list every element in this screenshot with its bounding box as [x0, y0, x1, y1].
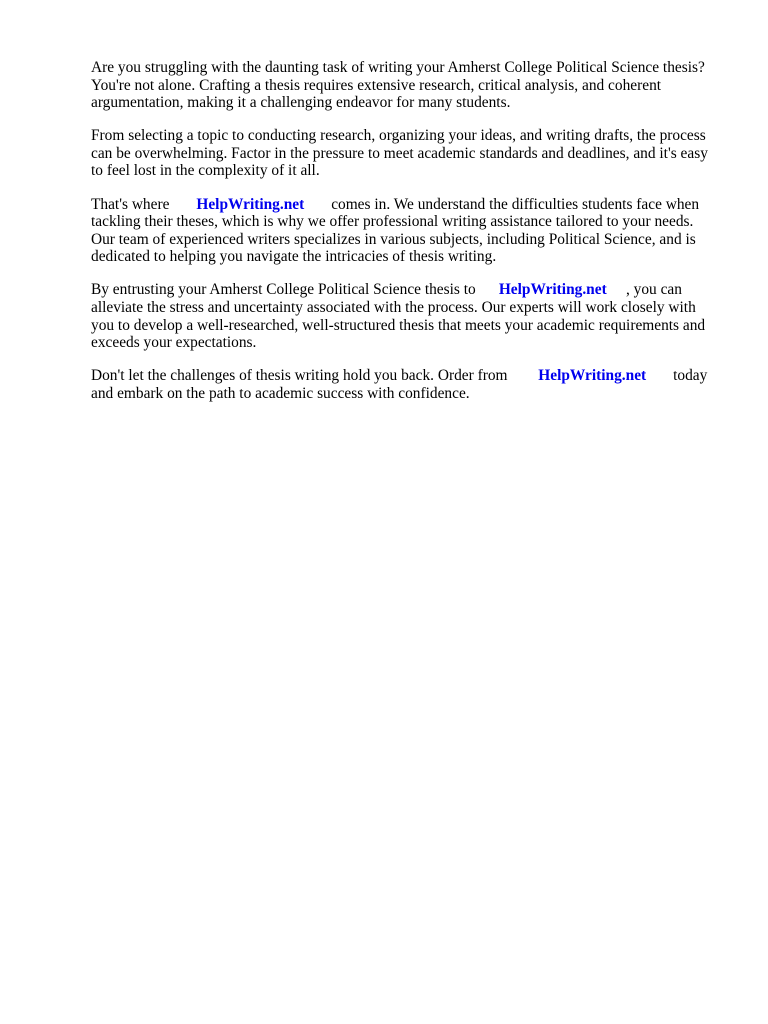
document-body [91, 59, 721, 418]
paragraph-order [91, 367, 721, 402]
paragraph-text-after: , you can alleviate the stress and uncertainty associated with the process. Our experts will work closely with you to develop a well-researched, well-structured thesis that meets your academic requirements and exceeds your expectations. [91, 281, 709, 352]
helpwriting-link[interactable]: HelpWriting.net [196, 195, 305, 213]
paragraph-process [91, 127, 721, 180]
paragraph-text-after: today and embark on the path to academic success with confidence. [91, 367, 712, 402]
paragraph-text-after: comes in. We understand the difficulties students face when tackling their theses, which is why we offer professional writing assistance tailored to your needs. Our team of experienced writers specializes in various subjects, including Political Science, and is dedicated to helping you navigate the intricacies of thesis writing. [91, 195, 703, 266]
paragraph-intro [91, 59, 721, 112]
paragraph-text: Are you struggling with the daunting task of writing your Amherst College Political Science thesis? You're not alone. Crafting a thesis requires extensive research, critical analysis, and coherent argumentation, making it a challenging endeavor for many students. [91, 59, 709, 112]
paragraph-text-before: By entrusting your Amherst College Political Science thesis to [91, 281, 476, 299]
helpwriting-link[interactable]: HelpWriting.net [498, 281, 607, 299]
paragraph-service [91, 196, 721, 266]
paragraph-text: From selecting a topic to conducting research, organizing your ideas, and writing drafts, the process can be overwhelming. Factor in the pressure to meet academic standards and deadlines, and it's easy to feel lost in the complexity of it all. [91, 127, 712, 180]
paragraph-text-before: That's where [91, 195, 170, 213]
paragraph-entrust [91, 281, 721, 351]
paragraph-text-before: Don't let the challenges of thesis writing hold you back. Order from [91, 367, 508, 385]
helpwriting-link[interactable]: HelpWriting.net [538, 367, 647, 385]
